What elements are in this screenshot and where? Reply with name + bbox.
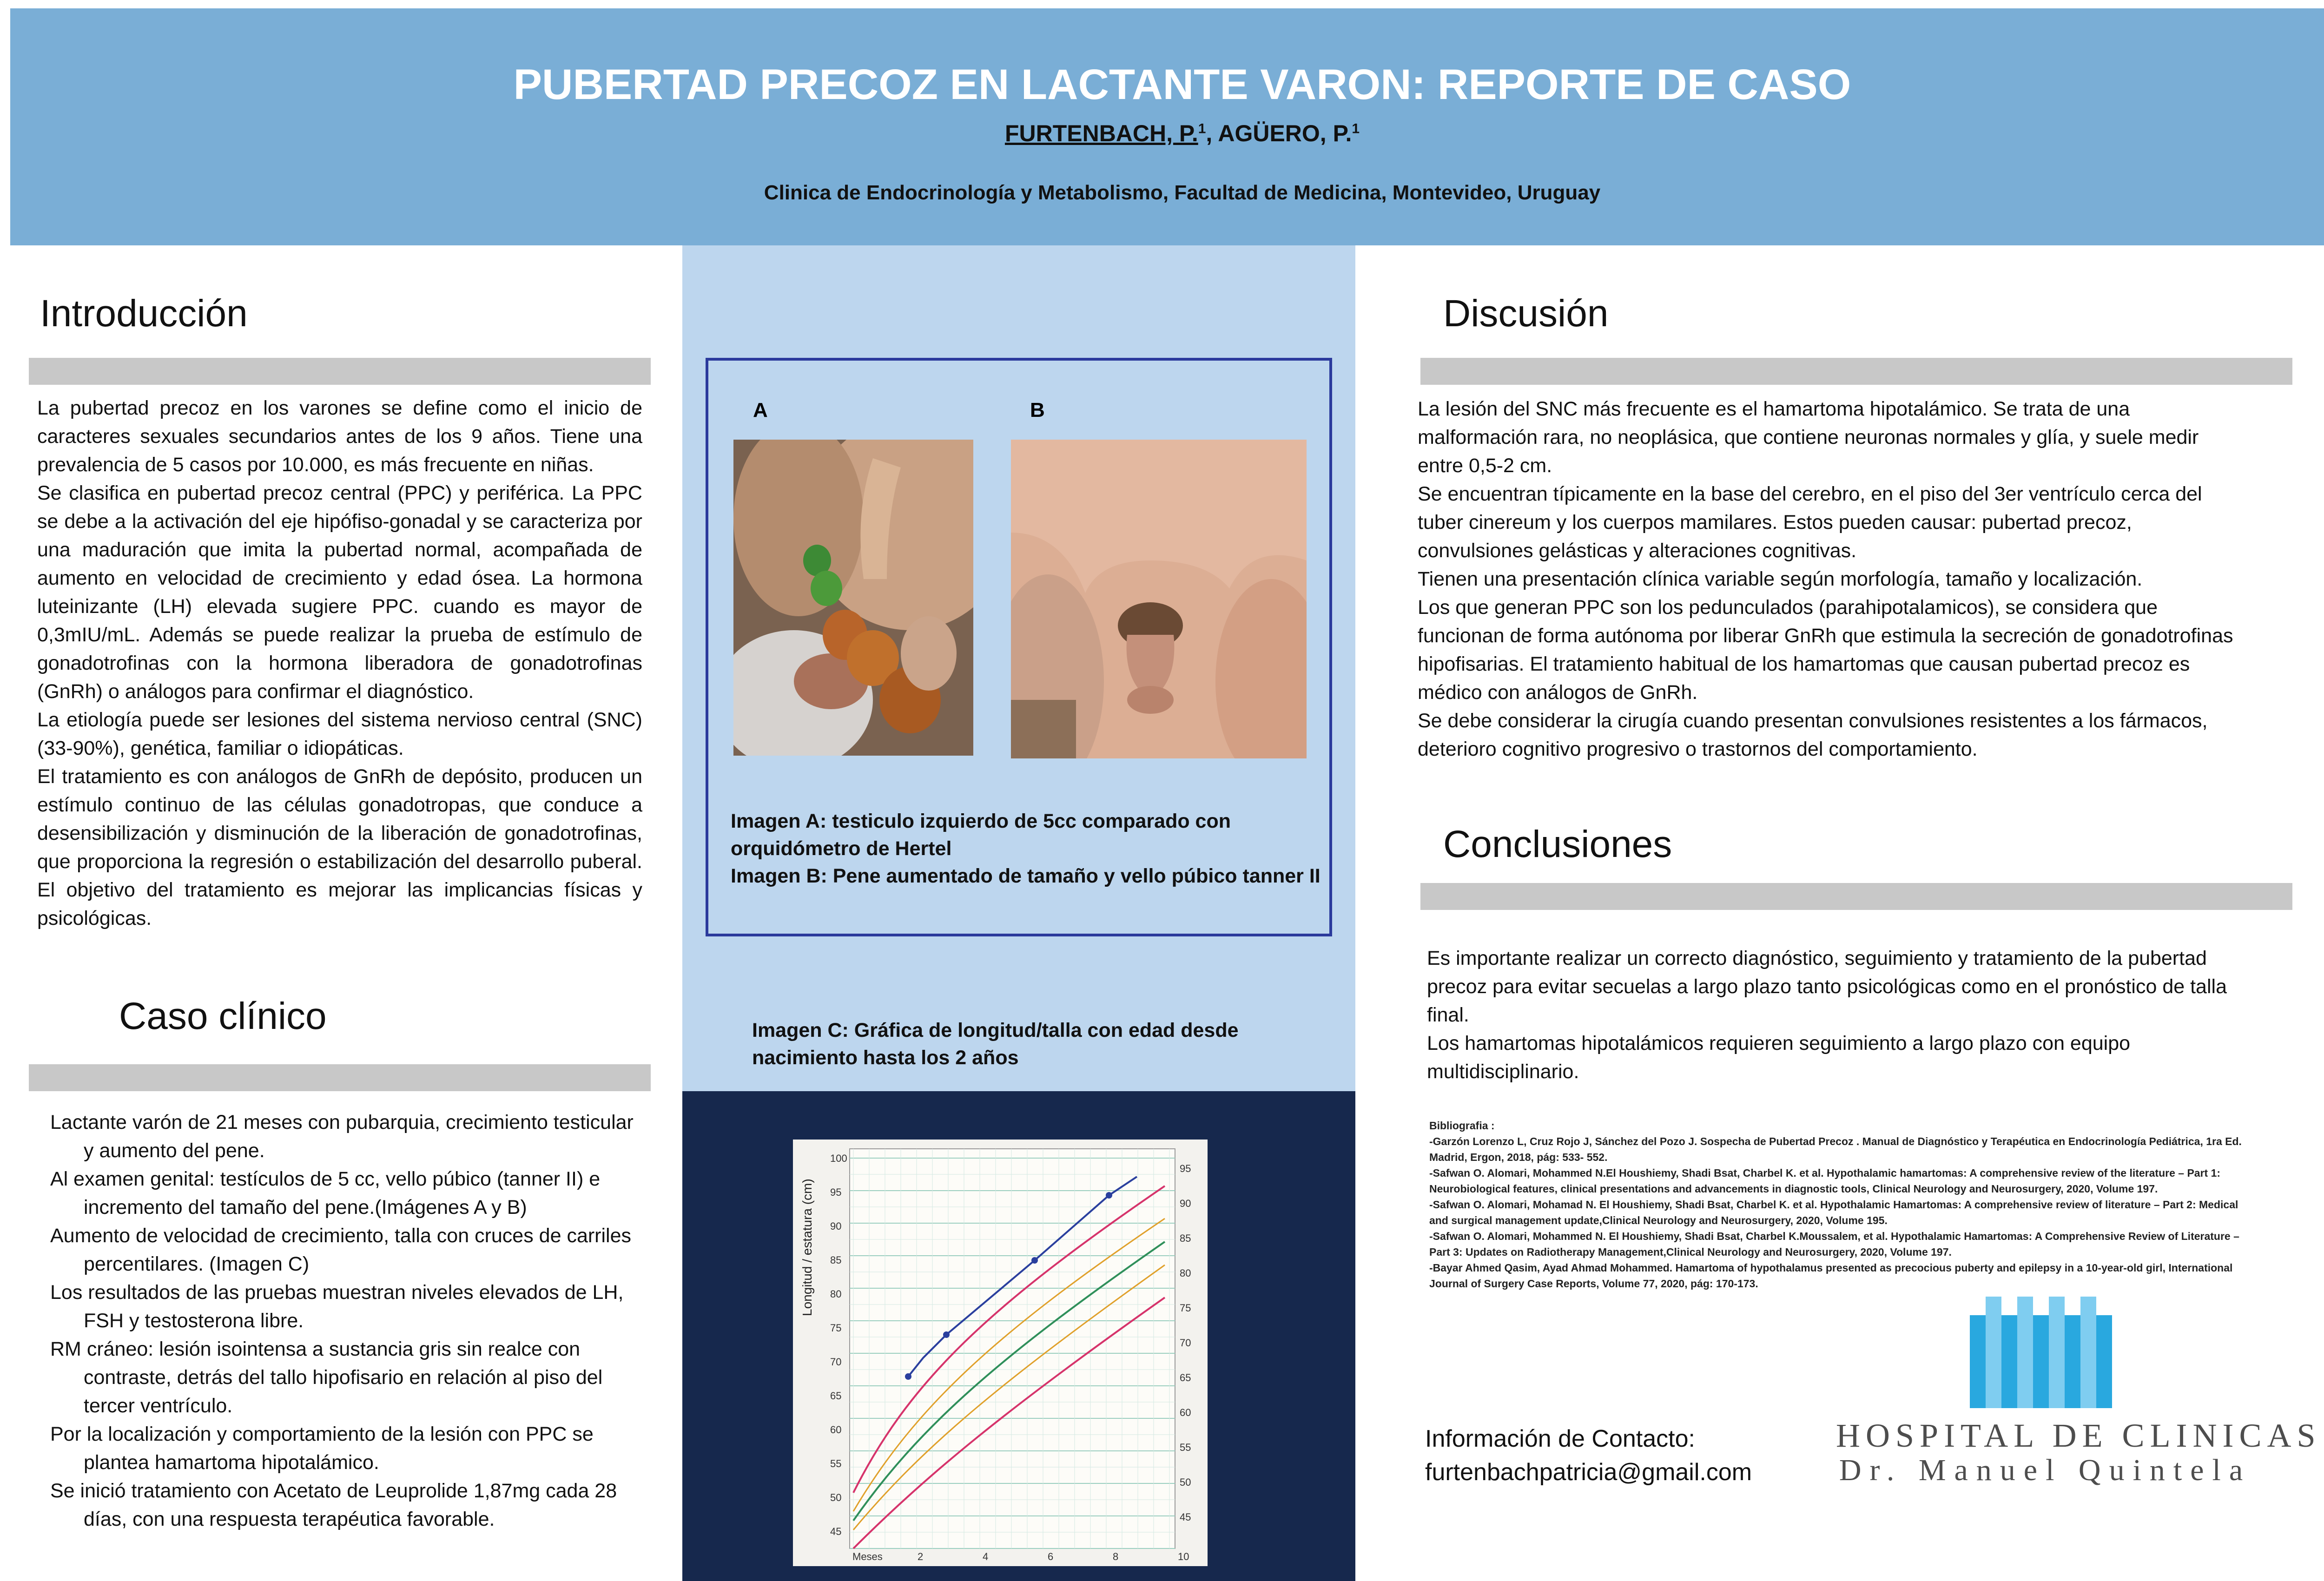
photo-b-pubic-hair: [1011, 440, 1307, 758]
caso-clinico-list: [50, 1108, 645, 1534]
bibliografia-title: Bibliografia :: [1429, 1120, 1495, 1132]
list-item: Aumento de velocidad de crecimiento, talla con cruces de carriles percentilares. (Imagen C): [50, 1225, 632, 1275]
chart-tick-label: 60: [1180, 1407, 1191, 1418]
chart-tick-label: 100: [830, 1153, 847, 1164]
contact-email[interactable]: furtenbachpatricia@gmail.com: [1425, 1459, 1752, 1486]
chart-tick-label: 75: [1180, 1302, 1191, 1314]
section-divider: [29, 1064, 651, 1091]
paragraph: Se clasifica en pubertad precoz central (PPC) y periférica. La PPC se debe a la activación del eje hipófiso-gonadal y se caracteriza por una maduración que imita la pubertad normal, acompañada de aumento en velocidad de crecimiento y edad ósea. La hormona luteinizante (LH) elevada sugiere PPC. cuando es mayor de 0,3mIU/mL. Además se puede realizar la prueba de estímulo de gonadotrofinas con la hormona liberadora de gonadotrofinas (GnRh) o análogos para confirmar el diagnóstico.: [37, 482, 642, 703]
chart-tick-label: 90: [830, 1220, 842, 1232]
chart-tick-label: 50: [830, 1492, 842, 1503]
patient-measure-point: [905, 1373, 911, 1380]
section-divider: [29, 358, 651, 385]
bibliografia: [1429, 1118, 2257, 1291]
chart-tick-label: 55: [830, 1458, 842, 1469]
poster-header: [10, 8, 2324, 245]
logo-hospital-subname: Dr. Manuel Quintela: [1839, 1453, 2251, 1487]
chart-tick-label: 50: [1180, 1476, 1191, 1488]
figure-label-a: A: [753, 399, 768, 422]
growth-chart-photo: [793, 1140, 1208, 1566]
paragraph: Los hamartomas hipotalámicos requieren seguimiento a largo plazo con equipo multidisciplinario.: [1427, 1032, 2131, 1083]
list-item: Al examen genital: testículos de 5 cc, vello púbico (tanner II) e incremento del tamaño del pene.(Imágenes A y B): [50, 1168, 601, 1219]
caption-a: Imagen A: testiculo izquierdo de 5cc comparado con orquidómetro de Hertel: [731, 810, 1231, 860]
caption-image-a-b: [731, 808, 1330, 890]
chart-y-axis-label: Longitud / estatura (cm): [800, 1179, 814, 1316]
discusion-text: [1418, 395, 2245, 764]
author-affil-mark-2: 1: [1352, 121, 1360, 137]
conclusiones-heading: Conclusiones: [1443, 823, 1672, 865]
chart-tick-label: 95: [1180, 1163, 1191, 1174]
chart-tick-label: 55: [1180, 1442, 1191, 1453]
contact-info: [1425, 1422, 1752, 1489]
paragraph: Los que generan PPC son los pedunculados (parahipotalamicos), se considera que funcionan de forma autónoma por liberar GnRh que estimula la secreción de gonadotrofinas hipofisarias. El tratamiento habitual de los hamartomas que causan pubertad precoz es médico con análogos de GnRh.: [1418, 596, 2233, 704]
chart-tick-label: 10: [1178, 1551, 1189, 1562]
paragraph: Se debe considerar la cirugía cuando presentan convulsiones resistentes a los fármacos, deterioro cognitivo progresivo o trastornos del comportamiento.: [1418, 710, 2208, 760]
reference-item: -Bayar Ahmed Qasim, Ayad Ahmad Mohammed. Hamartoma of hypothalamus presented as precocious puberty and epilepsy in a 10-year-old girl, International Journal of Surgery Case Reports, Volume 77, 2020, pág: 170-173.: [1429, 1262, 2233, 1290]
authors-line: [10, 120, 2324, 147]
chart-tick-label: 60: [830, 1424, 842, 1436]
chart-tick-label: 45: [1180, 1511, 1191, 1523]
list-item: Se inició tratamiento con Acetato de Leuprolide 1,87mg cada 28 días, con una respuesta terapéutica favorable.: [50, 1480, 617, 1530]
patient-measure-point: [1031, 1257, 1038, 1264]
reference-item: -Safwan O. Alomari, Mohammed N.El Houshiemy, Shadi Bsat, Charbel K. et al. Hypothalamic hamartomas: A comprehensive review of the literature – Part 1: Neurobiological features, clinical presentations and advancements in diagnostic tools, Clinical Neurology and Neurosurgery, 2020, Volume 197.: [1429, 1167, 2221, 1195]
caption-image-c: Imagen C: Gráfica de longitud/talla con edad desde nacimiento hasta los 2 años: [752, 1019, 1239, 1069]
list-item: Por la localización y comportamiento de la lesión con PPC se plantea hamartoma hipotalámico.: [50, 1423, 594, 1474]
discusion-heading: Discusión: [1443, 292, 1609, 335]
chart-tick-label: 85: [830, 1254, 842, 1266]
chart-tick-label: 80: [830, 1288, 842, 1300]
chart-tick-label: 90: [1180, 1198, 1191, 1209]
caption-b: Imagen B: Pene aumentado de tamaño y vello púbico tanner II: [731, 865, 1320, 887]
caso-clinico-heading: Caso clínico: [119, 995, 327, 1037]
patient-measure-point: [1106, 1192, 1112, 1199]
paragraph: El tratamiento es con análogos de GnRh de depósito, producen un estímulo continuo de las células gonadotropas, que conduce a desensibilización y disminución de la liberación de gonadotrofinas, que proporciona la regresión o estabilización del desarrollo puberal. El objetivo del tratamiento es mejorar las implicancias físicas y psicológicas.: [37, 765, 642, 929]
chart-tick-label: 70: [1180, 1337, 1191, 1349]
paragraph: La lesión del SNC más frecuente es el hamartoma hipotalámico. Se trata de una malformación rara, no neoplásica, que contiene neuronas normales y glía, y suele medir entre 0,5-2 cm.: [1418, 398, 2199, 477]
author-aguero: , AGÜERO, P.: [1206, 120, 1352, 146]
poster-title: PUBERTAD PRECOZ EN LACTANTE VARON: REPORTE DE CASO: [513, 61, 1851, 108]
section-divider: [1420, 883, 2292, 910]
list-item: RM cráneo: lesión isointensa a sustancia gris sin realce con contraste, detrás del tallo hipofisario en relación al piso del tercer ventrículo.: [50, 1338, 603, 1417]
list-item: Los resultados de las pruebas muestran niveles elevados de LH, FSH y testosterona libre.: [50, 1281, 624, 1332]
reference-item: -Safwan O. Alomari, Mohamad N. El Houshiemy, Shadi Bsat, Charbel K. et al. Hypothalamic Hamartomas: A comprehensive review of literature – Part 2: Medical and surgical management update,Clinical Neurology and Neurosurgery, 2020, Volume 195.: [1429, 1199, 2238, 1226]
chart-tick-label: 65: [830, 1390, 842, 1402]
chart-tick-label: 85: [1180, 1232, 1191, 1244]
chart-tick-label: 6: [1048, 1551, 1054, 1562]
chart-tick-label: 65: [1180, 1372, 1191, 1383]
author-furtenbach: FURTENBACH, P.: [1004, 120, 1198, 146]
chart-tick-label: Meses: [852, 1551, 883, 1562]
paragraph: Es importante realizar un correcto diagnóstico, seguimiento y tratamiento de la pubertad precoz para evitar secuelas a largo plazo tanto psicológicas como en el pronóstico de talla final.: [1427, 947, 2227, 1026]
chart-tick-label: 95: [830, 1186, 842, 1198]
photo-a-testicle-orchidometer: [733, 440, 973, 756]
section-divider: [1420, 358, 2292, 385]
paragraph: Tienen una presentación clínica variable según morfología, tamaño y localización.: [1418, 568, 2143, 590]
hospital-logo-icon: [1836, 1287, 2254, 1413]
logo-hospital-name: HOSPITAL DE CLINICAS: [1836, 1417, 2321, 1454]
chart-tick-label: 75: [830, 1322, 842, 1334]
reference-item: -Safwan O. Alomari, Mohammed N. El Houshiemy, Shadi Bsat, Charbel K.Moussalem, et al. Hypothalamic Hamartomas: A Comprehensive Review of Literature – Part 3: Updates on Radiotherapy Management,Clinical Neurology and Neurosurgery, 2020, Volume 197.: [1429, 1230, 2239, 1258]
introduccion-heading: Introducción: [40, 292, 248, 335]
chart-tick-label: 45: [830, 1526, 842, 1537]
contact-label: Información de Contacto:: [1425, 1425, 1695, 1452]
chart-tick-label: 80: [1180, 1267, 1191, 1279]
chart-tick-label: 70: [830, 1356, 842, 1368]
paragraph: La etiología puede ser lesiones del sistema nervioso central (SNC) (33-90%), genética, familiar o idiopáticas.: [37, 709, 642, 759]
chart-tick-label: 4: [983, 1551, 989, 1562]
affiliation: Clinica de Endocrinología y Metabolismo, Facultad de Medicina, Montevideo, Uruguay: [764, 181, 1601, 204]
growth-chart-svg: [793, 1140, 1208, 1566]
author-affil-mark-1: 1: [1198, 121, 1206, 137]
reference-item: -Garzón Lorenzo L, Cruz Rojo J, Sánchez del Pozo J. Sospecha de Pubertad Precoz . Manual de Diagnóstico y Terapéutica en Endocrinología Pediátrica, 1ra Ed. Madrid, Ergon, 2018, pág: 533- 552.: [1429, 1135, 2242, 1163]
figure-label-b: B: [1030, 399, 1045, 422]
chart-tick-label: 2: [918, 1551, 924, 1562]
hospital-logo: [1836, 1287, 2321, 1492]
chart-tick-label: 8: [1113, 1551, 1119, 1562]
conclusiones-text: [1427, 944, 2245, 1086]
paragraph: Se encuentran típicamente en la base del cerebro, en el piso del 3er ventrículo cerca del tuber cinereum y los cuerpos mamilares. Estos pueden causar: pubertad precoz, convulsiones gelásticas y alteraciones cognitivas.: [1418, 483, 2202, 562]
paragraph: La pubertad precoz en los varones se define como el inicio de caracteres sexuales secundarios antes de los 9 años. Tiene una prevalencia de 5 casos por 10.000, es más frecuente en niñas.: [37, 397, 642, 476]
list-item: Lactante varón de 21 meses con pubarquia, crecimiento testicular y aumento del pene.: [50, 1111, 634, 1162]
patient-measure-point: [943, 1331, 950, 1338]
introduccion-text: [37, 394, 642, 933]
